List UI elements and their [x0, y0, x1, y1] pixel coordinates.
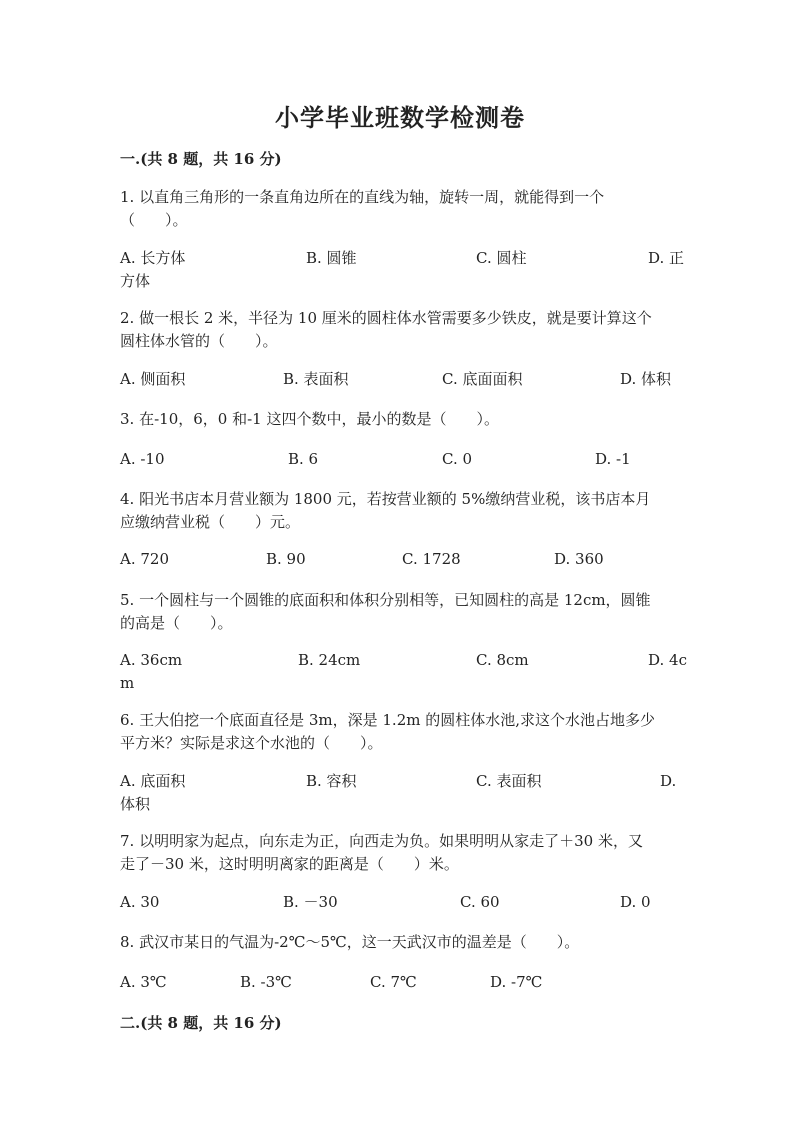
- option-a: A. 底面积: [120, 772, 186, 790]
- option-b: B. 容积: [306, 772, 357, 790]
- question-7: [120, 830, 680, 876]
- option-c: C. 7℃: [370, 973, 417, 991]
- option-a: A. 3℃: [120, 973, 167, 991]
- option-d: D. 4c: [648, 651, 687, 669]
- question-text-line: 平方米？实际是求这个水池的（ ）。: [120, 734, 383, 752]
- page-title: 小学毕业班数学检测卷: [275, 103, 525, 132]
- option-c: C. 8cm: [476, 651, 529, 669]
- option-d: D. 体积: [620, 370, 672, 388]
- option-d: D. 0: [620, 893, 651, 911]
- option-b: B. 表面积: [283, 370, 349, 388]
- option-c: C. 60: [460, 893, 500, 911]
- option-wrap-text: 方体: [120, 272, 151, 290]
- option-d: D. -1: [595, 450, 631, 468]
- option-c: C. 圆柱: [476, 249, 527, 267]
- option-c: C. 1728: [402, 550, 461, 568]
- option-d: D. 正: [648, 249, 685, 267]
- option-c: C. 表面积: [476, 772, 542, 790]
- question-1: [120, 186, 680, 232]
- options-8: [120, 971, 680, 1017]
- question-text-line: 7. 以明明家为起点，向东走为正，向西走为负。如果明明从家走了＋30 米，又: [120, 832, 643, 850]
- option-b: B. 圆锥: [306, 249, 357, 267]
- options-1: [120, 247, 685, 293]
- question-2: [120, 307, 680, 353]
- option-c: C. 0: [442, 450, 473, 468]
- question-4: [120, 488, 680, 534]
- question-text-line: 2. 做一根长 2 米，半径为 10 厘米的圆柱体水管需要多少铁皮，就是要计算这个: [120, 309, 652, 327]
- option-a: A. 长方体: [120, 249, 186, 267]
- question-text-line: 6. 王大伯挖一个底面直径是 3m，深是 1.2m 的圆柱体水池,求这个水池占地多少: [120, 711, 656, 729]
- option-b: B. －30: [283, 893, 338, 911]
- question-text-line: 5. 一个圆柱与一个圆锥的底面积和体积分别相等，已知圆柱的高是 12cm，圆锥: [120, 591, 651, 609]
- question-5: [120, 589, 680, 635]
- question-text-line: 1. 以直角三角形的一条直角边所在的直线为轴，旋转一周，就能得到一个: [120, 188, 605, 206]
- question-text-line: 3. 在-10，6，0 和-1 这四个数中，最小的数是（ ）。: [120, 410, 499, 428]
- question-8: [120, 931, 680, 954]
- option-wrap-text: 体积: [120, 795, 151, 813]
- question-6: [120, 709, 680, 755]
- option-wrap-text: m: [120, 674, 135, 692]
- option-a: A. 36cm: [120, 651, 183, 669]
- option-a: A. -10: [120, 450, 165, 468]
- question-text-line: 走了－30 米，这时明明离家的距离是（ ）米。: [120, 855, 459, 873]
- option-b: B. 90: [266, 550, 306, 568]
- question-text-line: 圆柱体水管的（ ）。: [120, 332, 278, 350]
- question-text-line: 4. 阳光书店本月营业额为 1800 元，若按营业额的 5%缴纳营业税，该书店本月: [120, 490, 651, 508]
- question-text-line: 应缴纳营业税（ ）元。: [120, 513, 301, 531]
- option-b: B. 6: [288, 450, 319, 468]
- option-a: A. 30: [120, 893, 160, 911]
- option-b: B. -3℃: [240, 973, 292, 991]
- option-b: B. 24cm: [298, 651, 361, 669]
- section-heading-2: 二.(共 8 题，共 16 分): [120, 1014, 282, 1032]
- options-6: [120, 770, 680, 816]
- options-5: [120, 649, 687, 695]
- question-3: [120, 408, 680, 431]
- option-d: D.: [660, 772, 677, 790]
- option-a: A. 侧面积: [120, 370, 186, 388]
- options-4: [120, 548, 680, 594]
- option-d: D. 360: [554, 550, 604, 568]
- question-text-line: 8. 武汉市某日的气温为-2℃～5℃，这一天武汉市的温差是（ ）。: [120, 933, 580, 951]
- question-text-line: （ ）。: [120, 211, 188, 229]
- option-a: A. 720: [120, 550, 169, 568]
- option-c: C. 底面面积: [442, 370, 523, 388]
- question-text-line: 的高是（ ）。: [120, 614, 233, 632]
- section-heading-1: 一.(共 8 题，共 16 分): [120, 150, 282, 168]
- option-d: D. -7℃: [490, 973, 543, 991]
